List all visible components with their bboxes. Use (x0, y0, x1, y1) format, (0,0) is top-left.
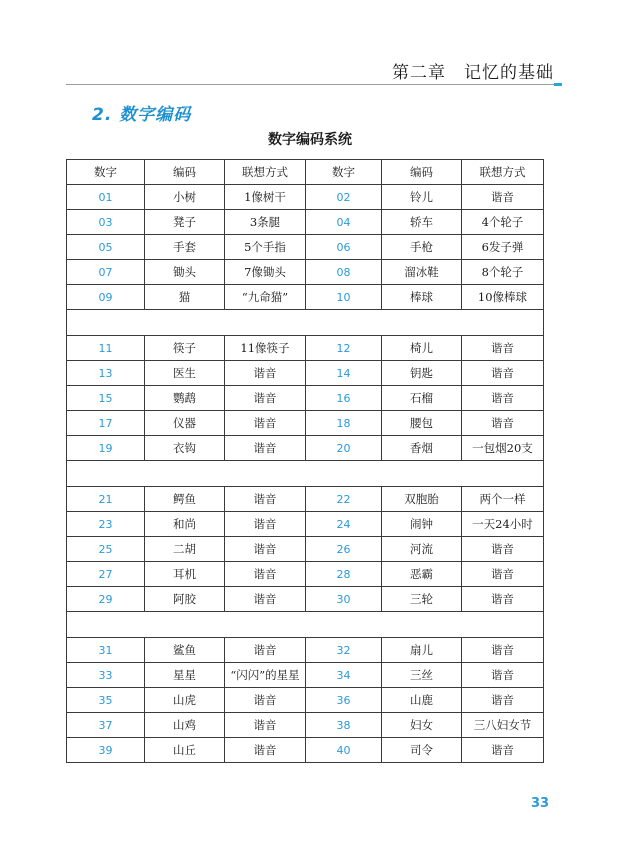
number-cell: 39 (67, 738, 145, 763)
association-cell: 谐音 (225, 688, 306, 713)
association-cell: 1像树干 (225, 185, 306, 210)
table-row (67, 361, 544, 386)
group-separator-cell (67, 310, 544, 336)
number-cell: 13 (67, 361, 145, 386)
association-cell: 谐音 (462, 537, 544, 562)
code-cell: 仪器 (145, 411, 225, 436)
number-cell: 05 (67, 235, 145, 260)
number-cell: 11 (67, 336, 145, 361)
table-header-row (67, 160, 544, 185)
association-cell: 6发子弹 (462, 235, 544, 260)
number-cell: 27 (67, 562, 145, 587)
number-cell: 38 (306, 713, 382, 738)
table-row (67, 285, 544, 310)
code-cell: 山鸡 (145, 713, 225, 738)
number-cell: 37 (67, 713, 145, 738)
association-cell: 谐音 (225, 512, 306, 537)
table-row (67, 587, 544, 612)
column-header: 联想方式 (462, 160, 544, 185)
number-cell: 26 (306, 537, 382, 562)
code-cell: 恶霸 (382, 562, 462, 587)
group-separator-row (67, 310, 544, 336)
chapter-title: 第二章 记忆的基础 (392, 63, 554, 83)
code-cell: 耳机 (145, 562, 225, 587)
table-row (67, 235, 544, 260)
association-cell: 谐音 (225, 487, 306, 512)
code-cell: 鲨鱼 (145, 638, 225, 663)
code-cell: 石榴 (382, 386, 462, 411)
code-cell: 棒球 (382, 285, 462, 310)
table-row (67, 260, 544, 285)
association-cell: 谐音 (225, 361, 306, 386)
association-cell: 谐音 (462, 336, 544, 361)
number-cell: 14 (306, 361, 382, 386)
group-separator-row (67, 461, 544, 487)
association-cell: 谐音 (462, 638, 544, 663)
page-header (66, 56, 554, 85)
table-row (67, 411, 544, 436)
column-header: 编码 (382, 160, 462, 185)
code-cell: 小树 (145, 185, 225, 210)
table-row (67, 210, 544, 235)
table-row (67, 537, 544, 562)
code-cell: 手枪 (382, 235, 462, 260)
code-cell: 三丝 (382, 663, 462, 688)
code-cell: 钥匙 (382, 361, 462, 386)
table-row (67, 436, 544, 461)
number-cell: 09 (67, 285, 145, 310)
association-cell: 谐音 (225, 562, 306, 587)
number-cell: 29 (67, 587, 145, 612)
code-cell: 筷子 (145, 336, 225, 361)
association-cell: 谐音 (462, 386, 544, 411)
code-cell: 香烟 (382, 436, 462, 461)
table-row (67, 512, 544, 537)
association-cell: 谐音 (225, 386, 306, 411)
association-cell: 11像筷子 (225, 336, 306, 361)
table-row (67, 688, 544, 713)
column-header: 数字 (67, 160, 145, 185)
number-cell: 10 (306, 285, 382, 310)
code-cell: 星星 (145, 663, 225, 688)
header-accent-mark (554, 83, 562, 86)
code-cell: 阿胶 (145, 587, 225, 612)
association-cell: 谐音 (225, 436, 306, 461)
table-row (67, 386, 544, 411)
association-cell: 谐音 (225, 638, 306, 663)
association-cell: 谐音 (462, 562, 544, 587)
association-cell: 两个一样 (462, 487, 544, 512)
association-cell: 三八妇女节 (462, 713, 544, 738)
association-cell: 5个手指 (225, 235, 306, 260)
number-cell: 31 (67, 638, 145, 663)
association-cell: 谐音 (225, 411, 306, 436)
code-cell: 溜冰鞋 (382, 260, 462, 285)
number-cell: 21 (67, 487, 145, 512)
number-cell: 06 (306, 235, 382, 260)
association-cell: 谐音 (225, 738, 306, 763)
code-cell: 锄头 (145, 260, 225, 285)
number-cell: 15 (67, 386, 145, 411)
table-row (67, 562, 544, 587)
number-cell: 18 (306, 411, 382, 436)
group-separator-cell (67, 612, 544, 638)
association-cell: 一包烟20支 (462, 436, 544, 461)
association-cell: 谐音 (462, 688, 544, 713)
association-cell: 4个轮子 (462, 210, 544, 235)
number-cell: 34 (306, 663, 382, 688)
number-cell: 08 (306, 260, 382, 285)
association-cell: 谐音 (462, 361, 544, 386)
code-cell: 轿车 (382, 210, 462, 235)
group-separator-cell (67, 461, 544, 487)
code-cell: 三轮 (382, 587, 462, 612)
number-cell: 01 (67, 185, 145, 210)
column-header: 联想方式 (225, 160, 306, 185)
association-cell: 谐音 (462, 663, 544, 688)
number-cell: 16 (306, 386, 382, 411)
number-cell: 35 (67, 688, 145, 713)
association-cell: “闪闪”的星星 (225, 663, 306, 688)
code-cell: 河流 (382, 537, 462, 562)
number-cell: 17 (67, 411, 145, 436)
number-cell: 24 (306, 512, 382, 537)
number-cell: 07 (67, 260, 145, 285)
code-cell: 猫 (145, 285, 225, 310)
group-separator-row (67, 612, 544, 638)
table-row (67, 185, 544, 210)
number-cell: 40 (306, 738, 382, 763)
number-cell: 33 (67, 663, 145, 688)
association-cell: 谐音 (225, 713, 306, 738)
code-cell: 鹦鹉 (145, 386, 225, 411)
code-cell: 山鹿 (382, 688, 462, 713)
association-cell: 一天24小时 (462, 512, 544, 537)
section-title: 2. 数字编码 (92, 105, 192, 125)
code-cell: 衣钩 (145, 436, 225, 461)
number-cell: 20 (306, 436, 382, 461)
code-cell: 医生 (145, 361, 225, 386)
association-cell: 谐音 (462, 738, 544, 763)
code-cell: 扇儿 (382, 638, 462, 663)
number-cell: 19 (67, 436, 145, 461)
number-cell: 32 (306, 638, 382, 663)
association-cell: 谐音 (462, 411, 544, 436)
association-cell: 10像棒球 (462, 285, 544, 310)
code-cell: 闹钟 (382, 512, 462, 537)
code-cell: 手套 (145, 235, 225, 260)
table-body (67, 160, 544, 763)
number-cell: 36 (306, 688, 382, 713)
column-header: 编码 (145, 160, 225, 185)
number-cell: 23 (67, 512, 145, 537)
number-cell: 22 (306, 487, 382, 512)
number-cell: 30 (306, 587, 382, 612)
number-cell: 04 (306, 210, 382, 235)
code-cell: 二胡 (145, 537, 225, 562)
page-number: 33 (531, 796, 550, 811)
code-cell: 司令 (382, 738, 462, 763)
code-cell: 铃儿 (382, 185, 462, 210)
number-cell: 25 (67, 537, 145, 562)
table-row (67, 638, 544, 663)
table-title: 数字编码系统 (268, 132, 352, 148)
code-cell: 鳄鱼 (145, 487, 225, 512)
column-header: 数字 (306, 160, 382, 185)
table-row (67, 738, 544, 763)
number-cell: 02 (306, 185, 382, 210)
number-cell: 12 (306, 336, 382, 361)
code-cell: 凳子 (145, 210, 225, 235)
code-cell: 和尚 (145, 512, 225, 537)
table-row (67, 713, 544, 738)
code-cell: 椅儿 (382, 336, 462, 361)
association-cell: 谐音 (462, 185, 544, 210)
association-cell: 谐音 (225, 537, 306, 562)
table-row (67, 336, 544, 361)
number-cell: 28 (306, 562, 382, 587)
number-code-table (66, 159, 544, 763)
association-cell: 3条腿 (225, 210, 306, 235)
table-row (67, 487, 544, 512)
code-cell: 腰包 (382, 411, 462, 436)
association-cell: 谐音 (225, 587, 306, 612)
table-row (67, 663, 544, 688)
code-cell: 双胞胎 (382, 487, 462, 512)
number-cell: 03 (67, 210, 145, 235)
code-cell: 山丘 (145, 738, 225, 763)
association-cell: 7像锄头 (225, 260, 306, 285)
association-cell: 8个轮子 (462, 260, 544, 285)
association-cell: 谐音 (462, 587, 544, 612)
code-cell: 妇女 (382, 713, 462, 738)
code-cell: 山虎 (145, 688, 225, 713)
association-cell: “九命猫” (225, 285, 306, 310)
